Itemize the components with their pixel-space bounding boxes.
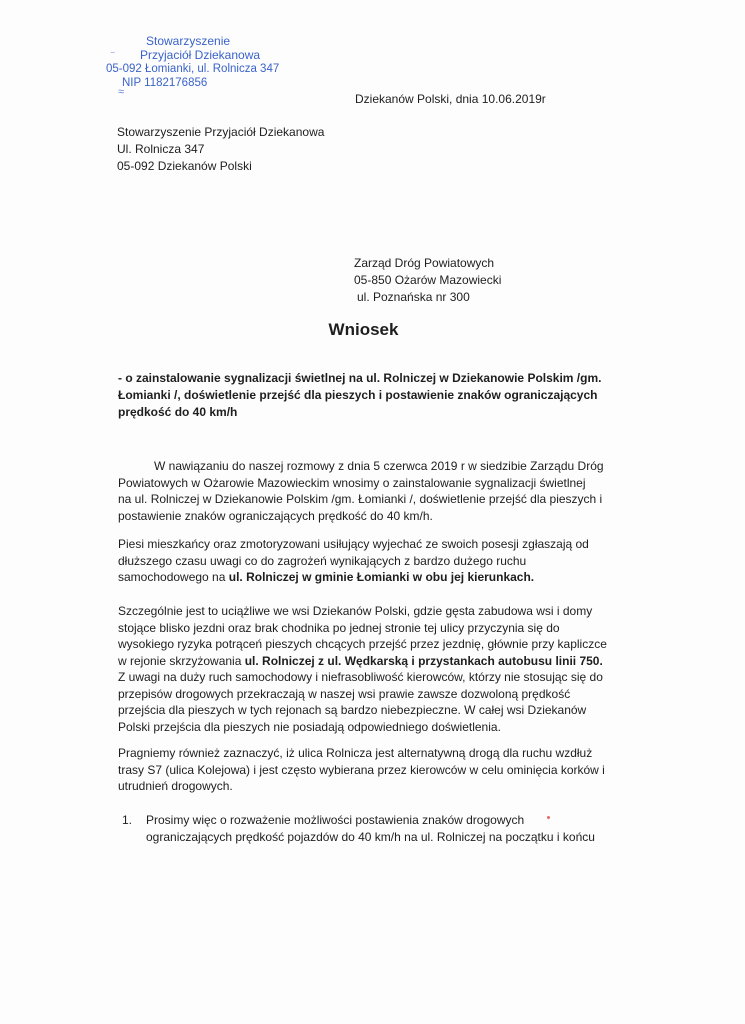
paragraph-1-line-3: na ul. Rolniczej w Dziekanowie Polskim /gm. Łomianki /, doświetlenie przejść dla pieszych i xyxy=(118,492,603,506)
paragraph-3-line-4: w rejonie skrzyżowania ul. Rolniczej z ul. Wędkarską i przystankach autobusu linii 750. xyxy=(118,653,603,668)
stamp-line-3: 05-092 Łomianki, ul. Rolnicza 347 xyxy=(106,63,280,75)
stamp-line-1: Stowarzyszenie xyxy=(146,34,231,48)
paragraph-3-line-6: przepisów drogowych przekraczają w naszej wsi prawie zawsze dozwoloną prędkość xyxy=(118,686,571,701)
paragraph-4-line-3: utrudnień drogowych. xyxy=(118,779,233,793)
paragraph-3-line-5: Z uwagi na duży ruch samochodowy i niefrasobliwość kierowców, którzy nie stosując się do xyxy=(118,670,603,684)
paragraph-4-line-2: trasy S7 (ulica Kolejowa) i jest często wybierana przez kierowców w celu ominięcia korków i xyxy=(118,762,605,777)
stamp-line-2: Przyjaciół Dziekanowa xyxy=(140,48,261,62)
association-stamp xyxy=(104,34,294,90)
sender-street: Ul. Rolnicza 347 xyxy=(117,142,205,156)
document-title: Wniosek xyxy=(328,320,399,339)
paragraph-3-line-8: Polski przejścia dla pieszych nie posiadają odpowiedniego doświetlenia. xyxy=(118,719,501,734)
paragraph-4 xyxy=(118,745,618,795)
paragraph-2-emphasis: ul. Rolniczej w gminie Łomianki w obu jej kierunkach. xyxy=(228,570,535,584)
red-dot-icon xyxy=(547,816,550,819)
signature-scribble-icon: ≈ xyxy=(118,86,125,98)
list-item-line-2: ograniczających prędkość pojazdów do 40 km/h na ul. Rolniczej na początku i końcu xyxy=(146,829,595,844)
paragraph-4-line-1: Pragniemy również zaznaczyć, iż ulica Rolnicza jest alternatywną drogą dla ruchu wzdłuż xyxy=(118,746,593,760)
paragraph-1-line-1: W nawiązaniu do naszej rozmowy z dnia 5 czerwca 2019 r w siedzibie Zarządu Dróg xyxy=(154,459,604,473)
sender-name: Stowarzyszenie Przyjaciół Dziekanowa xyxy=(117,125,325,139)
paragraph-3-emphasis: ul. Rolniczej z ul. Wędkarską i przystankach autobusu linii 750. xyxy=(244,653,603,668)
subject-line-1: - o zainstalowanie sygnalizacji świetlnej na ul. Rolniczej w Dziekanowie Polskim /gm. xyxy=(118,371,602,385)
paragraph-3-line-3: wysokiego ryzyka potrąceń pieszych chcących przejść przez jezdnię, głównie przy kapliczce xyxy=(118,637,607,651)
list-item-line-1: Prosimy więc o rozważenie możliwości postawienia znaków drogowych xyxy=(146,813,525,827)
signature-mark-icon: ⁻ xyxy=(110,50,116,61)
recipient-name: Zarząd Dróg Powiatowych xyxy=(354,256,495,270)
sender-address xyxy=(117,124,324,175)
subject-block xyxy=(118,370,618,421)
paragraph-3-line-1: Szczególnie jest to uciążliwe we wsi Dziekanów Polski, gdzie gęsta zabudowa wsi i domy xyxy=(118,604,593,618)
recipient-street: ul. Poznańska nr 300 xyxy=(357,290,470,304)
sender-city: 05-092 Dziekanów Polski xyxy=(117,159,252,173)
paragraph-2 xyxy=(118,536,618,586)
paragraph-1-line-4: postawienie znaków ograniczających prędkość do 40 km/h. xyxy=(118,508,433,523)
paragraph-3-line-7: przejścia dla pieszych w tych rejonach są bardzo niebezpieczne. W całej wsi Dziekanów xyxy=(118,703,587,717)
list-item xyxy=(146,812,622,845)
list-item-number: 1. xyxy=(122,813,133,827)
recipient-city: 05-850 Ożarów Mazowiecki xyxy=(354,273,502,287)
subject-line-2: Łomianki /, doświetlenie przejść dla pieszych i postawienie znaków ograniczających xyxy=(118,388,598,402)
stamp-line-4: NIP 1182176856 xyxy=(122,77,208,89)
paragraph-2-line-2: dłuższego czasu uwagi co do zagrożeń wynikających z bardzo dużego ruchu xyxy=(118,553,527,568)
subject-line-3: prędkość do 40 km/h xyxy=(118,405,238,419)
paragraph-2-line-3: samochodowego na ul. Rolniczej w gminie Łomianki w obu jej kierunkach. xyxy=(118,570,535,584)
paragraph-3 xyxy=(118,603,618,735)
paragraph-1 xyxy=(118,458,618,524)
paragraph-3-line-2: stojące blisko jezdni oraz brak chodnika po jednej stronie tej ulicy przyczynia się do xyxy=(118,620,560,635)
paragraph-2-line-1: Piesi mieszkańcy oraz zmotoryzowani usiłujący wyjechać ze swoich posesji zgłaszają od xyxy=(118,537,589,551)
paragraph-1-line-2: Powiatowych w Ożarowie Mazowieckim wnosimy o zainstalowanie sygnalizacji świetlnej xyxy=(118,475,586,490)
date-line: Dziekanów Polski, dnia 10.06.2019r xyxy=(355,92,546,106)
recipient-address xyxy=(354,255,501,306)
